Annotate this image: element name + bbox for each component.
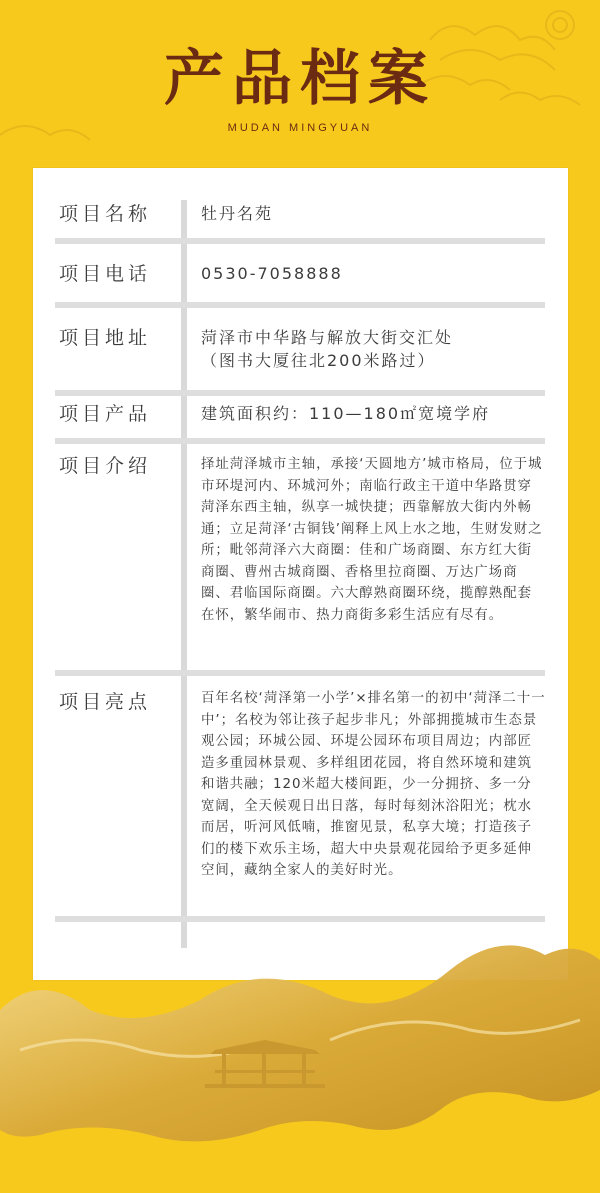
value-product: 建筑面积约：110—180㎡宽境学府	[201, 404, 491, 423]
label-highlights: 项目亮点	[59, 691, 152, 713]
value-phone: 0530-7058888	[201, 264, 343, 283]
row-divider	[55, 238, 545, 244]
value-name: 牡丹名苑	[201, 204, 274, 223]
row-divider	[55, 438, 545, 444]
label-intro: 项目介绍	[59, 455, 152, 477]
label-product: 项目产品	[59, 403, 152, 425]
value-address: 菏泽市中华路与解放大街交汇处	[201, 328, 454, 347]
label-phone: 项目电话	[59, 263, 152, 285]
column-divider	[181, 200, 187, 948]
page-title: 产品档案	[164, 44, 436, 114]
value-address-note: （图书大厦往北200米路过）	[201, 351, 436, 370]
value-intro: 择址菏泽城市主轴，承接‘天圆地方’城市格局，位于城市环堤河内、环城河外；南临行政主干道中华路贯穿菏泽东西主轴，纵享一城快捷；西靠解放大街内外畅通；立足菏泽‘古铜钱’阐释上风上水之地，生财发财之所；毗邻菏泽六大商圈：佳和广场商圈、东方红大街商圈、曹州古城商圈、香格里拉商圈、万达广场商圈、君临国际商圈。六大醇熟商圈环绕，揽醇熟配套在怀，繁华闹市、热力商街多彩生活应有尽有。	[201, 457, 543, 623]
row-divider	[55, 390, 545, 396]
page-subtitle: MUDAN MINGYUAN	[227, 122, 373, 134]
label-name: 项目名称	[59, 203, 152, 225]
gold-mountain-decoration	[0, 900, 600, 1193]
info-card	[33, 168, 568, 980]
row-divider	[55, 670, 545, 676]
row-divider	[55, 302, 545, 308]
label-address: 项目地址	[59, 327, 152, 349]
value-highlights: 百年名校‘菏泽第一小学’×排名第一的初中‘菏泽二十一中’；名校为邻让孩子起步非凡；外部拥揽城市生态景观公园；环城公园、环堤公园环布项目周边；内部匠造多重园林景观、多样组团花园，将自然环境和建筑和谐共融；120米超大楼间距，少一分拥挤、多一分宽阔，全天候观日出日落，每时每刻沐浴阳光；枕水而居，听河风低喃，推窗见景，私享大境；打造孩子们的楼下欢乐主场，超大中央景观花园给予更多延伸空间，藏纳全家人的美好时光。	[201, 691, 546, 878]
